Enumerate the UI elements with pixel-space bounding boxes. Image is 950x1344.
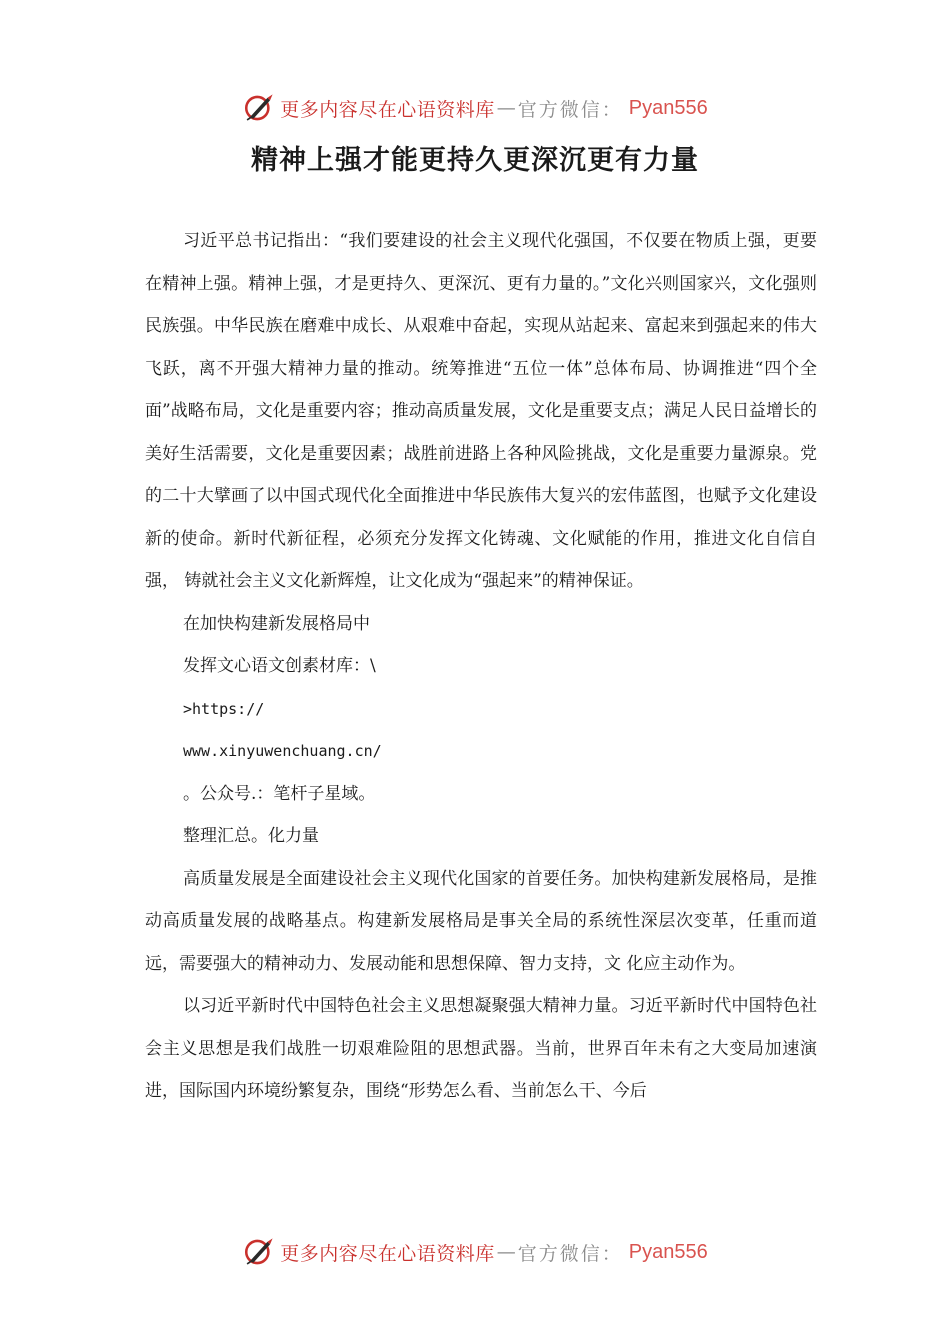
quill-logo-icon xyxy=(242,1235,276,1269)
quill-logo-icon xyxy=(242,91,276,125)
header-banner xyxy=(0,88,950,128)
banner-main-text: 更多内容尽在心语资料库 xyxy=(280,1242,495,1265)
paragraph: 习近平总书记指出：“我们要建设的社会主义现代化强国，不仅要在物质上强，更要在精神上强。精神上强，才是更持久、更深沉、更有力量的。”文化兴则国家兴，文化强则民族强。中华民族在磨难中成长、从艰难中奋起，实现从站起来、富起来到强起来的伟大飞跃，离不开强大精神力量的推动。统筹推进“五位一体”总体布局、协调推进“四个全面”战略布局，文化是重要内容；推动高质量发展，文化是重要支点；满足人民日益增长的美好生活需要，文化是重要因素；战胜前进路上各种风险挑战，文化是重要力量源泉。党的二十大擘画了以中国式现代化全面推进中华民族伟大复兴的宏伟蓝图，也赋予文化建设新的使命。新时代新征程，必须充分发挥文化铸魂、文化赋能的作用，推进文化自信自强， 铸就社会主义文化新辉煌，让文化成为“强起来”的精神保证。 xyxy=(145,231,817,591)
paragraph: 高质量发展是全面建设社会主义现代化国家的首要任务。加快构建新发展格局，是推动高质量发展的战略基点。构建新发展格局是事关全局的系统性深层次变革，任重而道远，需要强大的精神动力、发展动能和思想保障、智力支持，文 化应主动作为。 xyxy=(145,868,817,974)
banner-dash: — xyxy=(496,1241,516,1263)
paragraph: 以习近平新时代中国特色社会主义思想凝聚强大精神力量。习近平新时代中国特色社会主义思想是我们战胜一切艰难险阻的思想武器。当前，世界百年未有之大变局加速演进，国际国内环境纷繁复杂，围绕“形势怎么看、当前怎么干、今后 xyxy=(145,996,817,1101)
banner-main-text: 更多内容尽在心语资料库 xyxy=(280,98,495,121)
text-line: 整理汇总。化力量 xyxy=(183,826,319,846)
url-line: >https:// xyxy=(183,699,265,718)
document-title: 精神上强才能更持久更深沉更有力量 xyxy=(251,145,699,176)
banner-dash: — xyxy=(496,97,516,119)
url-line: www.xinyuwenchuang.cn/ xyxy=(183,742,382,760)
footer-banner xyxy=(0,1232,950,1272)
text-line: 在加快构建新发展格局中 xyxy=(183,613,370,634)
banner-sub-text: 官方微信： xyxy=(517,1242,623,1265)
banner-wechat-id: Pyan556 xyxy=(628,96,708,119)
text-line: 。公众号.：笔杆子星域。 xyxy=(183,783,376,804)
document-body xyxy=(145,220,817,1113)
banner-wechat-id: Pyan556 xyxy=(628,1240,708,1263)
banner-sub-text: 官方微信： xyxy=(517,98,623,121)
text-line: 发挥文心语文创素材库：\ xyxy=(183,656,376,676)
